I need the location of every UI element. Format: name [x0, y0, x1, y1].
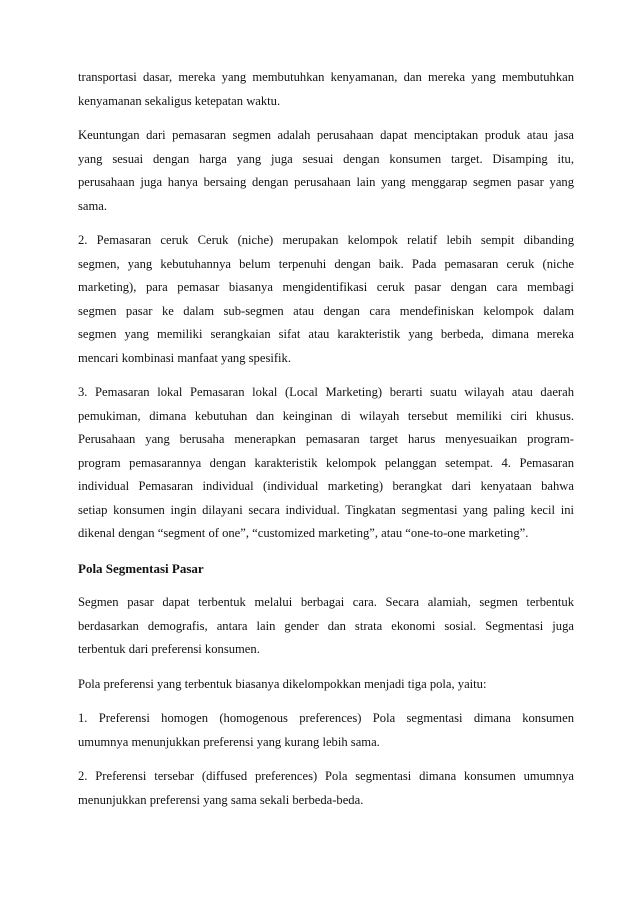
text-line: sama. — [78, 198, 108, 213]
text-line: Perusahaan yang berusaha menerapkan pemasaran target harus menyesuaikan program- — [78, 432, 574, 446]
text-line: Segmen pasar dapat terbentuk melalui berbagai cara. Secara alamiah, segmen terbentuk — [78, 595, 574, 609]
text-line: setiap konsumen ingin dilayani secara individual. Tingkatan segmentasi yang paling kecil ini — [78, 502, 574, 517]
paragraph-preferensi-tersebar — [78, 765, 574, 812]
text-line: mencari kombinasi manfaat yang spesifik. — [78, 350, 291, 365]
text-line: individual Pemasaran individual (individual marketing) berangkat dari kenyataan bahwa — [78, 479, 574, 493]
text-line: 2. Pemasaran ceruk Ceruk (niche) merupakan kelompok relatif lebih sempit dibanding — [78, 233, 574, 247]
paragraph-segmen-pasar — [78, 591, 574, 662]
text-line: transportasi dasar, mereka yang membutuhkan kenyamanan, dan mereka yang membutuhkan — [78, 70, 574, 84]
text-line: 1. Preferensi homogen (homogenous preferences) Pola segmentasi dimana konsumen — [78, 711, 574, 725]
text-line: terbentuk dari preferensi konsumen. — [78, 642, 260, 656]
text-line: yang sesuai dengan harga yang juga sesuai dengan konsumen target. Disamping itu, — [78, 151, 574, 166]
text-line: dikenal dengan “segment of one”, “customized marketing”, atau “one-to-one marketing”. — [78, 526, 529, 540]
text-line: Pola preferensi yang terbentuk biasanya dikelompokkan menjadi tiga pola, yaitu: — [78, 676, 487, 691]
paragraph-pola-preferensi — [78, 673, 574, 697]
paragraph-pemasaran-lokal — [78, 381, 574, 546]
text-line: umumnya menunjukkan preferensi yang kurang lebih sama. — [78, 734, 380, 749]
text-line: 2. Preferensi tersebar (diffused preferences) Pola segmentasi dimana konsumen umumnya — [78, 769, 574, 783]
text-line: pemukiman, dimana kebutuhan dan keinginan di wilayah tersebut memiliki ciri khusus. — [78, 408, 574, 423]
text-line: marketing), para pemasar biasanya mengidentifikasi ceruk pasar dengan cara membagi — [78, 280, 574, 294]
text-line: segmen, yang kebutuhannya belum terpenuhi dengan baik. Pada pemasaran ceruk (niche — [78, 256, 574, 271]
text-line: segmen yang memiliki serangkaian sifat atau karakteristik yang berbeda, dimana mereka — [78, 327, 574, 341]
text-line: berdasarkan demografis, antara lain gender dan strata ekonomi sosial. Segmentasi juga — [78, 618, 574, 633]
text-line: Keuntungan dari pemasaran segmen adalah perusahaan dapat menciptakan produk atau jasa — [78, 128, 574, 142]
paragraph-preferensi-homogen — [78, 707, 574, 754]
paragraph-pemasaran-ceruk — [78, 229, 574, 370]
text-line: program pemasarannya dengan karakteristik kelompok pelanggan setempat. 4. Pemasaran — [78, 455, 574, 470]
text-line: segmen pasar ke dalam sub-segmen atau dengan cara mendefiniskan kelompok dalam — [78, 303, 574, 318]
section-heading: Pola Segmentasi Pasar — [78, 560, 204, 576]
document-page — [78, 66, 574, 823]
text-line: kenyamanan sekaligus ketepatan waktu. — [78, 93, 281, 108]
text-line: perusahaan juga hanya bersaing dengan perusahaan lain yang menggarap segmen pasar yang — [78, 175, 574, 189]
paragraph-keuntungan — [78, 124, 574, 218]
text-line: 3. Pemasaran lokal Pemasaran lokal (Local Marketing) berarti suatu wilayah atau daerah — [78, 385, 574, 399]
paragraph-transport — [78, 66, 574, 113]
text-line: menunjukkan preferensi yang sama sekali berbeda-beda. — [78, 792, 364, 807]
